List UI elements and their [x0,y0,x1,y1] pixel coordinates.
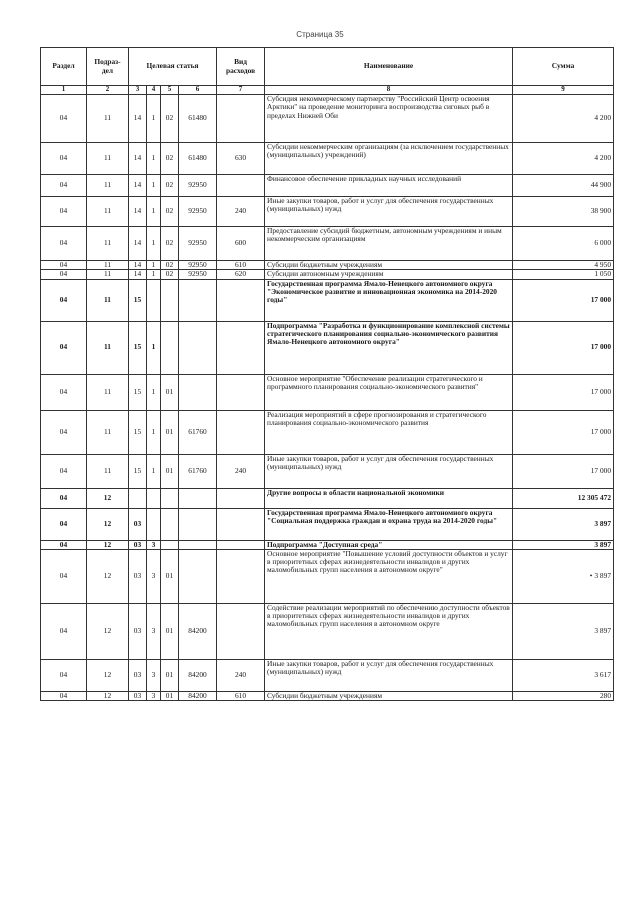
cell-podrazdel: 11 [87,454,129,488]
cell-statya-direction [179,488,217,508]
cell-naimenovanie: Государственная программа Ямало-Ненецкого автономного округа "Социальная поддержка граждан и охрана труда на 2014-2020 годы" [265,508,513,540]
table-row [41,691,614,700]
cell-vid-raskhodov [217,488,265,508]
cell-statya-direction [179,279,217,321]
cell-naimenovanie: Основное мероприятие "Повышение условий доступности объектов и услуг в приоритетных сферах жизнедеятельности инвалидов и других маломобильных групп населения в автономном округе" [265,549,513,603]
header-naimenovanie: Наименование [265,48,513,86]
cell-statya-event: 02 [161,197,179,227]
sum-value: 3 897 [594,571,612,581]
cell-podrazdel: 11 [87,270,129,279]
cell-vid-raskhodov: 610 [217,691,265,700]
cell-statya-event: 01 [161,374,179,410]
cell-statya-direction [179,508,217,540]
cell-statya-program: 03 [129,508,147,540]
col-number: 3 [129,86,147,95]
cell-vid-raskhodov: 620 [217,270,265,279]
cell-statya-direction: 61480 [179,143,217,175]
cell-statya-subprogram: 1 [147,143,161,175]
cell-statya-direction: 84200 [179,659,217,691]
cell-vid-raskhodov [217,175,265,197]
cell-summa: 3 897 [513,540,614,549]
cell-statya-subprogram: 3 [147,659,161,691]
cell-statya-program: 03 [129,659,147,691]
cell-podrazdel: 11 [87,410,129,454]
cell-podrazdel: 11 [87,175,129,197]
cell-statya-program: 14 [129,261,147,270]
cell-statya-subprogram [147,488,161,508]
cell-summa: 17 000 [513,410,614,454]
cell-vid-raskhodov: 240 [217,454,265,488]
cell-summa [513,549,614,603]
cell-vid-raskhodov: 600 [217,227,265,261]
cell-vid-raskhodov [217,549,265,603]
col-number: 5 [161,86,179,95]
cell-razdel: 04 [41,197,87,227]
table-body [41,95,614,701]
cell-statya-event [161,488,179,508]
column-number-row [41,86,614,95]
cell-naimenovanie: Субсидии некоммерческим организациям (за исключением государственных (муниципальных) учреждений) [265,143,513,175]
cell-summa: 3 897 [513,603,614,659]
table-row [41,659,614,691]
cell-razdel: 04 [41,95,87,143]
cell-statya-program: 15 [129,410,147,454]
cell-naimenovanie: Подпрограмма "Разработка и функционирование комплексной системы стратегического планирования социально-экономического развития Ямало-Ненецкого автономного округа" [265,321,513,374]
cell-podrazdel: 12 [87,691,129,700]
cell-statya-subprogram: 1 [147,374,161,410]
table-row [41,410,614,454]
table-row [41,374,614,410]
table-row [41,603,614,659]
col-number: 8 [265,86,513,95]
header-summa: Сумма [513,48,614,86]
cell-summa: 6 000 [513,227,614,261]
col-number: 1 [41,86,87,95]
cell-statya-program: 15 [129,374,147,410]
cell-statya-event: 01 [161,603,179,659]
cell-statya-direction: 61760 [179,410,217,454]
cell-podrazdel: 11 [87,279,129,321]
cell-statya-event [161,540,179,549]
header-tselevaya-statya: Целевая статья [129,48,217,86]
cell-statya-direction [179,549,217,603]
cell-statya-direction: 92950 [179,197,217,227]
table-row [41,508,614,540]
cell-podrazdel: 12 [87,549,129,603]
table-row [41,261,614,270]
cell-statya-event: 02 [161,143,179,175]
col-number: 6 [179,86,217,95]
cell-statya-direction: 92950 [179,227,217,261]
cell-razdel: 04 [41,454,87,488]
cell-naimenovanie: Субсидии бюджетным учреждениям [265,261,513,270]
col-number: 7 [217,86,265,95]
cell-vid-raskhodov [217,603,265,659]
cell-statya-subprogram: 1 [147,227,161,261]
cell-statya-event [161,321,179,374]
cell-razdel: 04 [41,691,87,700]
table-row [41,321,614,374]
cell-razdel: 04 [41,540,87,549]
cell-statya-subprogram: 1 [147,410,161,454]
cell-statya-direction: 61480 [179,95,217,143]
table-row [41,143,614,175]
cell-statya-subprogram: 1 [147,270,161,279]
cell-summa: 3 617 [513,659,614,691]
cell-statya-direction [179,374,217,410]
cell-naimenovanie: Основное мероприятие "Обеспечение реализации стратегического и программного планирования социально-экономического развития" [265,374,513,410]
cell-razdel: 04 [41,279,87,321]
cell-vid-raskhodov [217,410,265,454]
cell-statya-event: 02 [161,261,179,270]
cell-podrazdel: 12 [87,488,129,508]
cell-razdel: 04 [41,321,87,374]
cell-summa: 44 900 [513,175,614,197]
cell-statya-event: 01 [161,659,179,691]
cell-podrazdel: 11 [87,197,129,227]
header-razdel: Раздел [41,48,87,86]
cell-statya-program: 14 [129,270,147,279]
cell-vid-raskhodov: 240 [217,197,265,227]
cell-statya-subprogram: 1 [147,95,161,143]
header-vid-raskhodov: Вид расходов [217,48,265,86]
cell-summa: 4 950 [513,261,614,270]
cell-statya-program: 03 [129,603,147,659]
cell-statya-program: 14 [129,143,147,175]
table-row [41,197,614,227]
col-number: 9 [513,86,614,95]
table-row [41,549,614,603]
cell-razdel: 04 [41,175,87,197]
cell-statya-direction: 61760 [179,454,217,488]
cell-statya-subprogram: 1 [147,175,161,197]
cell-statya-subprogram: 3 [147,603,161,659]
table-row [41,270,614,279]
cell-statya-direction: 92950 [179,270,217,279]
cell-statya-program: 15 [129,321,147,374]
table-header-row [41,48,614,86]
cell-statya-program: 14 [129,197,147,227]
cell-statya-direction: 84200 [179,603,217,659]
cell-vid-raskhodov [217,321,265,374]
cell-razdel: 04 [41,549,87,603]
cell-vid-raskhodov: 610 [217,261,265,270]
cell-statya-subprogram: 1 [147,454,161,488]
cell-vid-raskhodov: 240 [217,659,265,691]
cell-razdel: 04 [41,410,87,454]
cell-statya-subprogram [147,279,161,321]
cell-statya-event: 02 [161,95,179,143]
cell-podrazdel: 11 [87,143,129,175]
page-label: Страница 35 [296,30,344,39]
cell-razdel: 04 [41,374,87,410]
cell-razdel: 04 [41,508,87,540]
cell-razdel: 04 [41,261,87,270]
cell-summa: 38 900 [513,197,614,227]
cell-statya-program: 03 [129,691,147,700]
header-podrazdel: Подраз- дел [87,48,129,86]
cell-statya-event [161,279,179,321]
cell-summa: 17 000 [513,374,614,410]
cell-statya-subprogram: 3 [147,540,161,549]
cell-vid-raskhodov [217,540,265,549]
cell-razdel: 04 [41,603,87,659]
cell-vid-raskhodov [217,279,265,321]
cell-statya-program: 14 [129,227,147,261]
cell-statya-program: 03 [129,540,147,549]
cell-statya-direction [179,540,217,549]
cell-statya-event: 01 [161,691,179,700]
cell-podrazdel: 12 [87,540,129,549]
cell-summa: 17 000 [513,321,614,374]
table-row [41,454,614,488]
col-number: 2 [87,86,129,95]
cell-summa: 17 000 [513,279,614,321]
cell-statya-event: 02 [161,227,179,261]
cell-statya-direction: 92950 [179,175,217,197]
table-row [41,227,614,261]
cell-podrazdel: 11 [87,321,129,374]
cell-naimenovanie: Финансовое обеспечение прикладных научных исследований [265,175,513,197]
cell-naimenovanie: Иные закупки товаров, работ и услуг для обеспечения государственных (муниципальных) нужд [265,197,513,227]
cell-naimenovanie: Предоставление субсидий бюджетным, автономным учреждениям и иным некоммерческим организациям [265,227,513,261]
cell-razdel: 04 [41,143,87,175]
cell-summa: 12 305 472 [513,488,614,508]
cell-naimenovanie: Субсидия некоммерческому партнерству "Российский Центр освоения Арктики" на проведение мониторинга воспроизводства сиговых рыб в пределах Нижней Оби [265,95,513,143]
cell-naimenovanie: Подпрограмма "Доступная среда" [265,540,513,549]
cell-naimenovanie: Субсидии бюджетным учреждениям [265,691,513,700]
cell-statya-program: 15 [129,454,147,488]
table-row [41,540,614,549]
cell-vid-raskhodov [217,508,265,540]
cell-statya-event: 02 [161,270,179,279]
cell-naimenovanie: Государственная программа Ямало-Ненецкого автономного округа "Экономическое развитие и инновационная экономика на 2014-2020 годы" [265,279,513,321]
cell-statya-program: 15 [129,279,147,321]
cell-vid-raskhodov [217,95,265,143]
cell-summa: 280 [513,691,614,700]
cell-podrazdel: 11 [87,95,129,143]
cell-statya-direction [179,321,217,374]
cell-razdel: 04 [41,659,87,691]
budget-table [40,47,614,701]
cell-podrazdel: 11 [87,261,129,270]
cell-naimenovanie: Иные закупки товаров, работ и услуг для обеспечения государственных (муниципальных) нужд [265,454,513,488]
col-number: 4 [147,86,161,95]
cell-statya-subprogram: 3 [147,691,161,700]
cell-podrazdel: 12 [87,603,129,659]
cell-statya-subprogram: 1 [147,197,161,227]
cell-statya-direction: 84200 [179,691,217,700]
cell-statya-event: 01 [161,549,179,603]
cell-podrazdel: 11 [87,374,129,410]
cell-statya-program [129,488,147,508]
cell-statya-program: 03 [129,549,147,603]
cell-statya-subprogram: 1 [147,261,161,270]
cell-statya-event [161,508,179,540]
cell-naimenovanie: Реализация мероприятий в сфере прогнозирования и стратегического планирования социально-экономического развития [265,410,513,454]
cell-naimenovanie: Другие вопросы в области национальной экономики [265,488,513,508]
cell-statya-subprogram: 1 [147,321,161,374]
cell-podrazdel: 12 [87,659,129,691]
cell-naimenovanie: Иные закупки товаров, работ и услуг для обеспечения государственных (муниципальных) нужд [265,659,513,691]
margin-mark: • [589,571,593,581]
table-row [41,95,614,143]
cell-podrazdel: 12 [87,508,129,540]
cell-summa: 4 200 [513,95,614,143]
cell-statya-event: 01 [161,454,179,488]
table-row [41,279,614,321]
cell-summa: 3 897 [513,508,614,540]
table-row [41,175,614,197]
cell-statya-subprogram [147,508,161,540]
cell-statya-program: 14 [129,175,147,197]
cell-vid-raskhodov: 630 [217,143,265,175]
cell-naimenovanie: Субсидии автономным учреждениям [265,270,513,279]
table-row [41,488,614,508]
cell-summa: 17 000 [513,454,614,488]
cell-vid-raskhodov [217,374,265,410]
cell-statya-program: 14 [129,95,147,143]
cell-statya-event: 02 [161,175,179,197]
cell-razdel: 04 [41,270,87,279]
cell-summa: 4 200 [513,143,614,175]
cell-statya-event: 01 [161,410,179,454]
cell-statya-subprogram: 3 [147,549,161,603]
cell-razdel: 04 [41,488,87,508]
cell-razdel: 04 [41,227,87,261]
cell-podrazdel: 11 [87,227,129,261]
cell-naimenovanie: Содействие реализации мероприятий по обеспечению доступности объектов в приоритетных сферах жизнедеятельности инвалидов и других маломобильных групп населения в автономном округе [265,603,513,659]
cell-summa: 1 050 [513,270,614,279]
cell-statya-direction: 92950 [179,261,217,270]
